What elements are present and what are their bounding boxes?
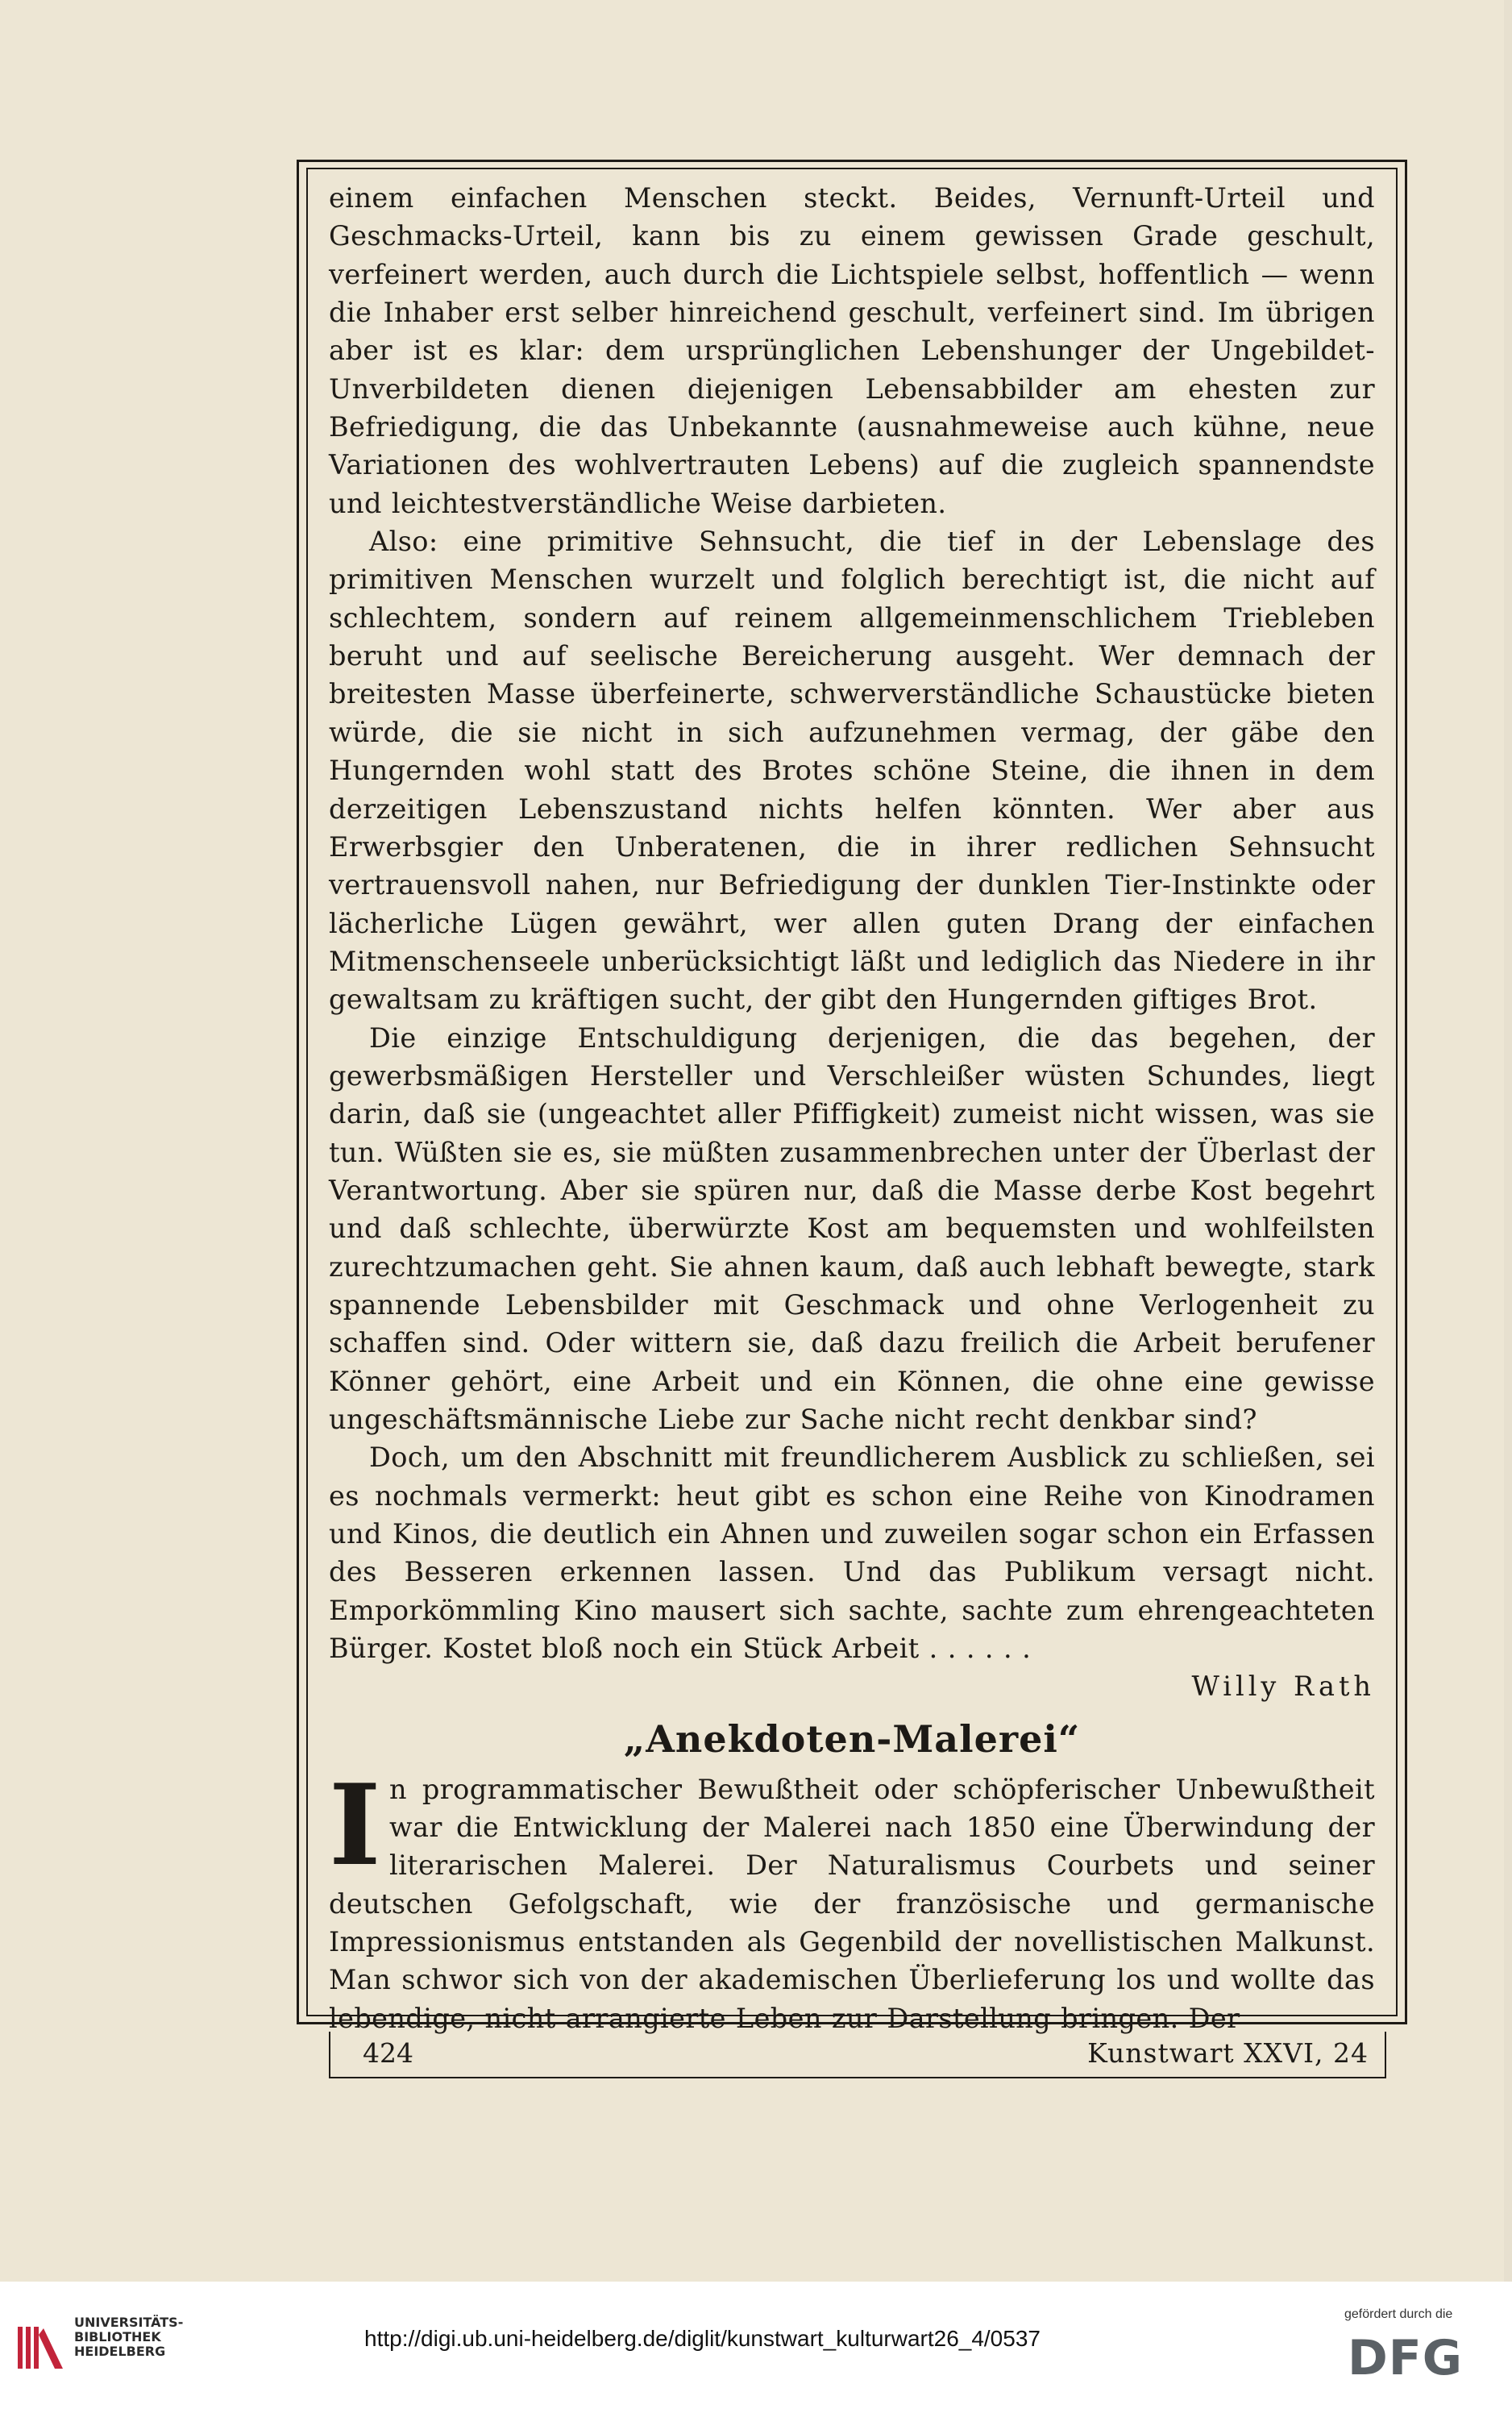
- paragraph-5: [329, 1758, 1375, 2037]
- university-library-logo-icon: [15, 2322, 66, 2373]
- dfg-logo-icon: DFG: [1348, 2330, 1464, 2386]
- paragraph-3: Die einzige Entschuldigung derjenigen, die das begehen, der gewerbsmäßigen Hersteller und Verschleißer wüsten Schundes, liegt darin, daß sie (ungeachtet aller Pfiffigkeit) zumeist nicht wissen, was sie tun. Wüßten sie es, sie müßten zusammenbrechen unter der Überlast der Verantwortung. Aber sie spüren nur, daß die Masse derbe Kost begehrt und daß schlechte, überwürzte Kost am bequemsten und wohlfeilsten zurechtzumachen geht. Sie ahnen kaum, daß auch lebhaft bewegte, stark spannende Lebensbilder mit Geschmack und ohne Verlogenheit zu schaffen sind. Oder wittern sie, daß dazu freilich die Arbeit berufener Könner gehört, eine Arbeit und ein Können, die ohne eine gewisse ungeschäftsmännische Liebe zur Sache nicht recht denkbar sind?: [329, 1021, 1375, 1435]
- paragraph-5-text: n programmatischer Bewußtheit oder schöpferischer Unbewußtheit war die Entwicklung der Malerei nach 1850 eine Überwindung der literarischen Malerei. Der Naturalismus Courbets und seiner deutschen Gefolgschaft, wie der französische und germanische Impressionismus entstanden als Gegenbild der novellistischen Malkunst. Man schwor sich von der akademischen Überlieferung los und wollte das lebendige, nicht arrangierte Leben zur Darstellung bringen. Der: [329, 1773, 1375, 2034]
- library-name-line-2: BIBLIOTHEK: [74, 2329, 161, 2344]
- article-text: [329, 179, 1375, 2037]
- library-name: [74, 2315, 183, 2359]
- author-signature: Willy Rath: [1191, 1670, 1375, 1703]
- library-name-line-1: UNIVERSITÄTS-: [74, 2315, 184, 2330]
- library-name-line-3: HEIDELBERG: [74, 2344, 166, 2359]
- journal-reference: Kunstwart XXVI, 24: [1087, 2037, 1369, 2069]
- section-heading: „Anekdoten-Malerei“: [623, 1716, 1081, 1761]
- drop-cap: I: [329, 1758, 381, 1891]
- page-footer: [329, 2032, 1386, 2078]
- paragraph-2: Also: eine primitive Sehnsucht, die tief in der Lebenslage des primitiven Menschen wurzelt und folglich berechtigt ist, die nicht auf schlechtem, sondern auf reinem allgemeinmenschlichem Triebleben beruht und auf seelische Bereicherung ausgeht. Wer demnach der breitesten Masse überfeinerte, schwerverständliche Schaustücke bieten würde, die sie nicht in sich aufzunehmen vermag, der gäbe den Hungernden wohl statt des Brotes schöne Steine, die ihnen in dem derzeitigen Lebenszustand nichts helfen könnten. Wer aber aus Erwerbsgier den Unberatenen, die in ihrer redlichen Sehnsucht vertrauensvoll nahen, nur Befriedigung der dunklen Tier-Instinkte oder lächerliche Lügen gewährt, wer allen guten Drang der einfachen Mitmenschenseele unberücksichtigt läßt und lediglich das Niedere in ihr gewaltsam zu kräftigen sucht, der gibt den Hungernden giftiges Brot.: [329, 526, 1375, 1016]
- paragraph-4: Doch, um den Abschnitt mit freundlicherem Ausblick zu schließen, sei es nochmals vermerkt: heut gibt es schon eine Reihe von Kinodramen und Kinos, die deutlich ein Ahnen und zuweilen sogar schon ein Erfassen des Besseren erkennen lassen. Und das Publikum versagt nicht. Emporkömmling Kino mausert sich sachte, sachte zum ehrengeachteten Bürger. Kostet bloß noch ein Stück Arbeit . . . . . .: [329, 1442, 1375, 1665]
- permalink-url[interactable]: http://digi.ub.uni-heidelberg.de/diglit/kunstwart_kulturwart26_4/0537: [364, 2326, 1041, 2351]
- funding-caption: gefördert durch die: [1344, 2307, 1453, 2321]
- paragraph-1: einem einfachen Menschen steckt. Beides, Vernunft-Urteil und Geschmacks-Urteil, kann bis zu einem gewissen Grade geschult, verfeinert werden, auch durch die Lichtspiele selbst, hoffentlich — wenn die Inhaber erst selber hinreichend geschult, verfeinert sind. Im übrigen aber ist es klar: dem ursprünglichen Lebenshunger der Ungebildet-Unverbildeten dienen diejenigen Lebensabbilder am ehesten zur Befriedigung, die das Unbekannte (ausnahmeweise auch kühne, neue Variationen des wohlvertrauten Lebens) auf die zugleich spannendste und leichtestverständliche Weise darbieten.: [329, 182, 1375, 519]
- page-number: 424: [363, 2037, 413, 2069]
